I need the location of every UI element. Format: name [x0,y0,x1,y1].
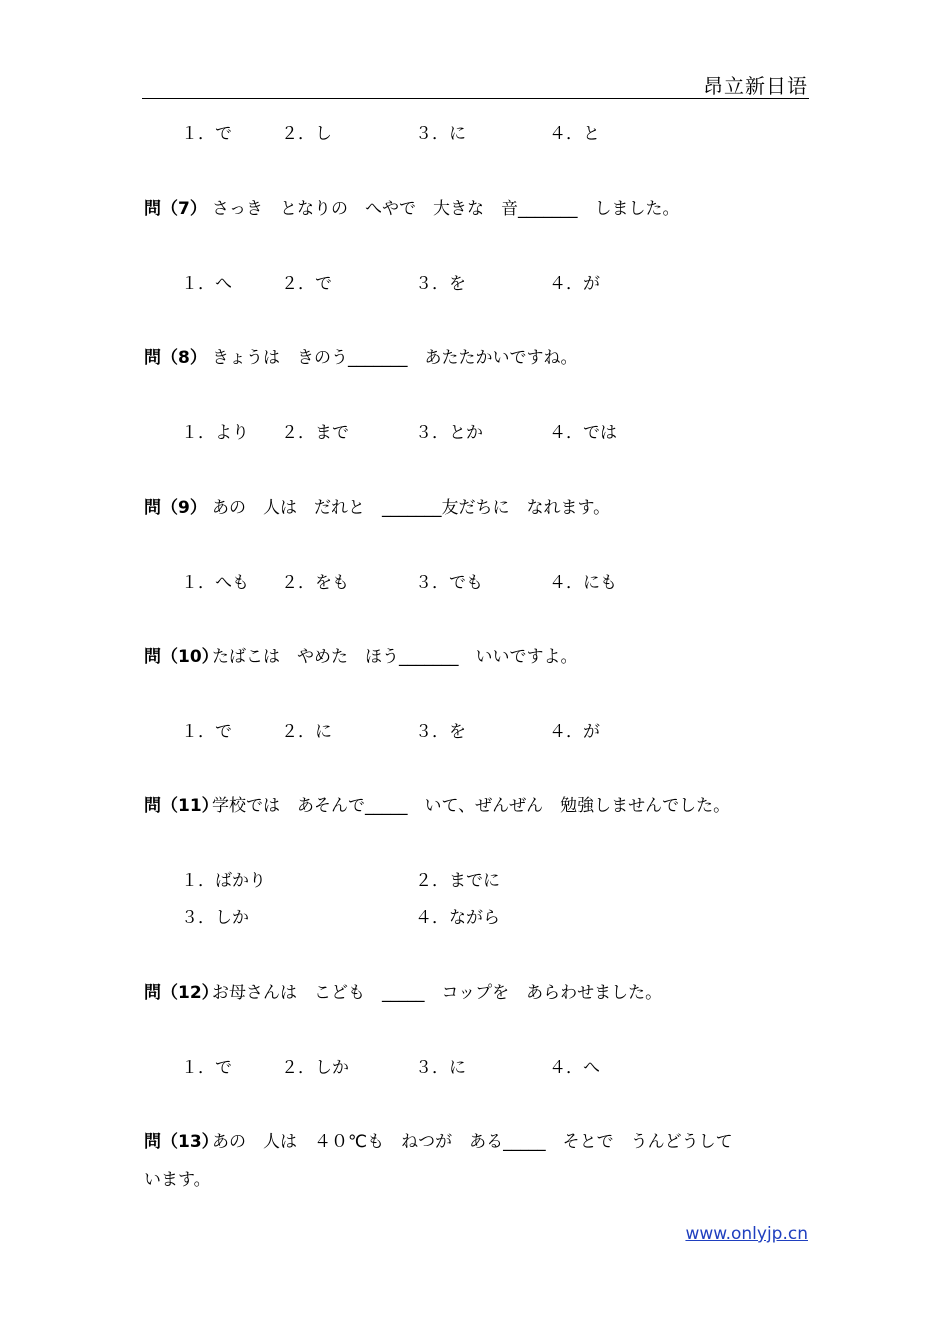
question-number: 問（7） [144,199,207,219]
answer-option: ４．では [549,423,617,443]
answer-option: ３．に [415,1058,466,1078]
question-text: 学校では あそんで_____ いて、ぜんぜん 勉強しませんでした。 [212,796,731,816]
question-number: 問（10） [144,647,219,667]
header-title: 昂立新日语 [703,74,808,98]
answer-option: １．で [181,124,232,144]
answer-option: ２．までに [415,871,500,891]
question-text: きょうは きのう_______ あたたかいですね。 [212,348,578,368]
answer-option: １．より [181,423,249,443]
question-number: 問（12） [144,983,219,1003]
question-text: あの 人は ４０℃も ねつが ある_____ そとで うんどうして [212,1132,733,1152]
answer-option: ４．が [549,722,600,742]
answer-option: ３．を [415,274,466,294]
question-text: お母さんは こども _____ コップを あらわせました。 [212,983,663,1003]
answer-option: １．で [181,722,232,742]
answer-option: ４．へ [549,1058,600,1078]
answer-option: ４．にも [549,573,617,593]
answer-option: ４．が [549,274,600,294]
answer-option: １．ばかり [181,871,266,891]
answer-option: ３．を [415,722,466,742]
answer-option: ２．に [281,722,332,742]
header-rule [142,98,809,99]
question-text: います。 [144,1170,211,1190]
footer-link[interactable]: www.onlyjp.cn [685,1224,808,1244]
question-number: 問（13） [144,1132,219,1152]
answer-option: ２．をも [281,573,349,593]
answer-option: ４．ながら [415,908,500,928]
question-text: たばこは やめた ほう_______ いいですよ。 [212,647,578,667]
answer-option: ３．とか [415,423,483,443]
answer-option: ３．しか [181,908,249,928]
answer-option: ３．に [415,124,466,144]
answer-option: ２．し [281,124,332,144]
answer-option: １．で [181,1058,232,1078]
question-text: さっき となりの へやで 大きな 音_______ しました。 [212,199,680,219]
answer-option: ２．まで [281,423,349,443]
answer-option: ２．しか [281,1058,349,1078]
answer-option: １．へ [181,274,232,294]
question-number: 問（9） [144,498,207,518]
question-number: 問（8） [144,348,207,368]
answer-option: ３．でも [415,573,483,593]
answer-option: １．へも [181,573,249,593]
question-number: 問（11） [144,796,219,816]
question-text: あの 人は だれと _______友だちに なれます。 [212,498,611,518]
answer-option: ４．と [549,124,600,144]
answer-option: ２．で [281,274,332,294]
